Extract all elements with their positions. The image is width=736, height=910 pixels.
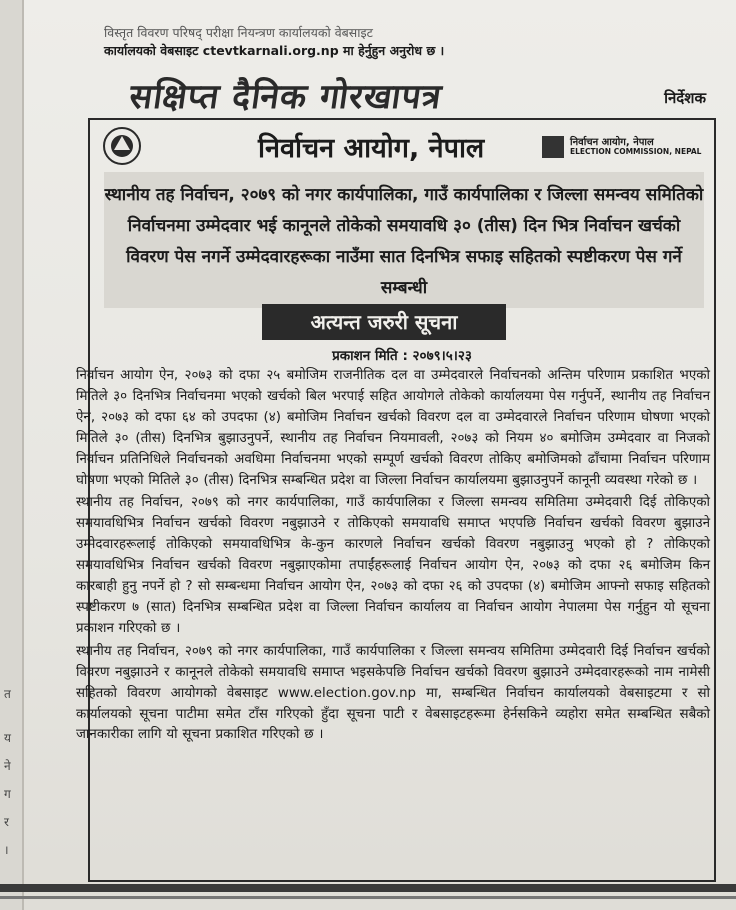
- notice-body: [76, 366, 710, 748]
- margin-char: त: [4, 687, 11, 701]
- publication-date: प्रकाशन मिति : २०७९।५।२३: [332, 348, 472, 364]
- notice-box: [76, 118, 716, 882]
- urgent-notice-banner: अत्यन्त जरुरी सूचना: [262, 304, 506, 340]
- margin-char: र: [4, 815, 9, 829]
- notice-paragraph: स्थानीय तह निर्वाचन, २०७९ को नगर कार्यपालिका, गाउँ कार्यपालिका र जिल्ला समन्वय समितिमा उम्मेदवारी दिई तोकिएको समयावधिभित्र निर्वाचन खर्चको विवरण नबुझाउने र तोकिएको समयावधि समाप्त भएपछि निर्वाचन खर्चको विवरण बुझाउने उम्मेदवारहरूलाई तोकिएको समयावधिभित्र के-कुन कारणले निर्वाचन खर्चको विवरण नबुझाउनु भएको हो ? तोकिएको समयावधिभित्र निर्वाचन खर्चको विवरण नबुझाएकोमा तपाईंहरूलाई निर्वाचन आयोग ऐन, २०७३ को दफा २६ बमोजिम किन कारबाही हुनु नपर्ने हो ? सो सम्बन्धमा निर्वाचन आयोग ऐन, २०७३ को दफा २६ को उपदफा (४) बमोजिम आफ्नो सफाइ सहितको स्पष्टीकरण ७ (सात) दिनभित्र सम्बन्धित प्रदेश वा जिल्ला निर्वाचन कार्यालय वा निर्वाचन आयोग नेपालमा पेस गर्नुहुन यो सूचना प्रकाशन गरिएको छ ।: [76, 495, 710, 636]
- masthead-director-label: निर्देशक: [664, 89, 706, 107]
- page-fold-line: [22, 0, 24, 910]
- election-commission-logo: [542, 134, 710, 162]
- bottom-rule: [0, 884, 736, 892]
- ballot-box-icon: [542, 136, 564, 158]
- notice-paragraph: निर्वाचन आयोग ऐन, २०७३ को दफा २५ बमोजिम राजनीतिक दल वा उम्मेदवारले निर्वाचनको अन्तिम परिणाम प्रकाशित भएको मितिले ३० दिनभित्र निर्वाचनमा भएको खर्चको बिल भरपाई सहित आयोगले तोकेको कार्यालयमा पेस गर्नुपर्ने, स्थानीय तह निर्वाचन ऐन, २०७३ को दफा ६४ को उपदफा (४) बमोजिम निर्वाचन खर्चको विवरण दल वा उम्मेदवारले निर्वाचन परिणाम घोषणा भएको मितिले ३० (तीस) दिनभित्र बुझाउनुपर्ने, स्थानीय तह निर्वाचन नियमावली, २०७३ को नियम ४० बमोजिम उम्मेदवार वा निजको निर्वाचन प्रतिनिधिले निर्वाचनको अवधिमा निर्वाचनमा भएको सम्पूर्ण खर्चको विवरण तोकिए बमोजिमको ढाँचामा निर्वाचन परिणाम घोषणा भएको मितिले ३० (तीस) दिनभित्र सम्बन्धित प्रदेश वा जिल्ला निर्वाचन कार्यालयमा बुझाउनुपर्ने कानूनी व्यवस्था गरेको छ ।: [76, 368, 710, 488]
- previous-notice-tail: [104, 24, 704, 60]
- notice-paragraph: स्थानीय तह निर्वाचन, २०७९ को नगर कार्यपालिका, गाउँ कार्यपालिका र जिल्ला समन्वय समितिमा उम्मेदवारी दिई निर्वाचन खर्चको विवरण नबुझाउने र कानूनले तोकेको समयावधि समाप्त भइसकेपछि निर्वाचन खर्चको विवरण बुझाउने उम्मेदवारहरूको नाम नामेसी सहितको विवरण आयोगको वेबसाइट www.election.gov.np मा, सम्बन्धित निर्वाचन कार्यालयको वेबसाइटमा र सो कार्यालयको सूचना पाटीमा समेत टाँस गरिएको हुँदा सूचना पाटी र वेबसाइटहरूमा हेर्नसकिने व्यहोरा समेत सम्बन्धित सबैको जानकारीका लागि यो सूचना प्रकाशित गरिएको छ ।: [76, 643, 710, 743]
- margin-char: ग: [4, 787, 11, 801]
- masthead-title: सक्षिप्त दैनिक गोरखापत्र: [126, 77, 445, 117]
- margin-char: य: [4, 731, 11, 745]
- previous-notice-line-2: कार्यालयको वेबसाइट ctevtkarnali.org.np मा हेर्नुहुन अनुरोध छ ।: [104, 43, 445, 58]
- margin-char: ने: [4, 759, 11, 773]
- margin-char: ।: [4, 843, 9, 857]
- logo-text-english: ELECTION COMMISSION, NEPAL: [570, 147, 702, 156]
- previous-notice-line-1: विस्तृत विवरण परिषद् परीक्षा नियन्त्रण कार्यालयको वेबसाइट: [104, 25, 373, 40]
- nepal-emblem-icon: [102, 126, 142, 166]
- logo-text-nepali: निर्वाचन आयोग, नेपाल: [570, 137, 654, 148]
- bottom-rule-thin: [0, 896, 736, 899]
- page-title: निर्वाचन आयोग, नेपाल: [258, 133, 485, 164]
- notice-subject: स्थानीय तह निर्वाचन, २०७९ को नगर कार्यपालिका, गाउँ कार्यपालिका र जिल्ला समन्वय समितिको निर्वाचनमा उम्मेदवार भई कानूनले तोकेको समयावधि ३० (तीस) दिन भित्र निर्वाचन खर्चको विवरण पेस नगर्ने उम्मेदवारहरूका नाउँमा सात दिनभित्र सफाइ सहितको स्पष्टीकरण पेस गर्ने सम्बन्धी: [104, 172, 704, 308]
- adjacent-column-fragment: [4, 680, 18, 864]
- newspaper-masthead: [100, 72, 720, 117]
